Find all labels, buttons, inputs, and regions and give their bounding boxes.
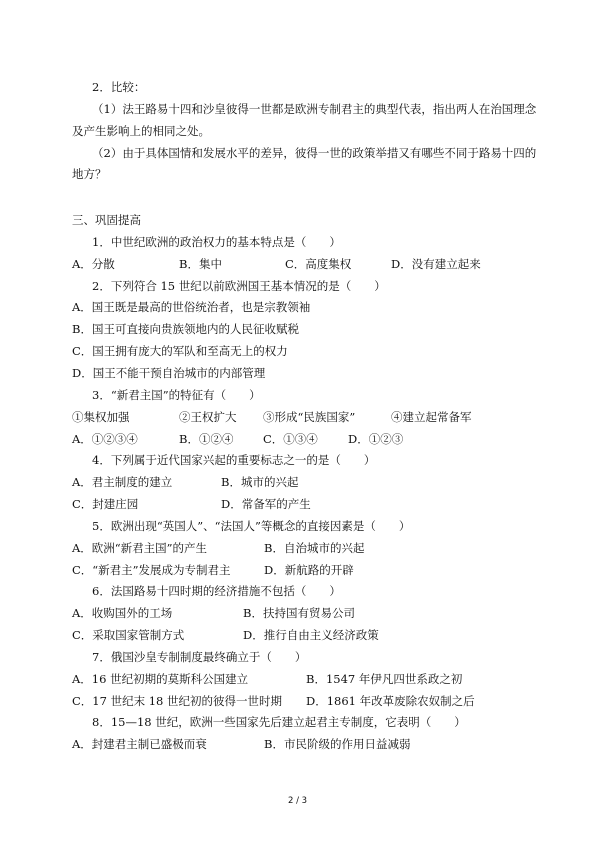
q7-option-b: B．1547 年伊凡四世系政之初 — [306, 672, 463, 686]
q3-option-a: A．①②③④ — [72, 432, 138, 446]
q4-option-c: C．封建庄园 — [72, 497, 139, 511]
q2-option-a: A．国王既是最高的世俗统治者，也是宗教领袖 — [72, 300, 311, 314]
question-2-stem: 2．下列符合 15 世纪以前欧洲国王基本情况的是（ ） — [92, 279, 386, 293]
q3-item-2: ②王权扩大 — [179, 410, 237, 424]
q3-option-b: B．①②④ — [179, 432, 234, 446]
q7-option-c: C．17 世纪末 18 世纪初的彼得一世时期 — [72, 694, 283, 708]
question-6-stem: 6．法国路易十四时期的经济措施不包括（ ） — [92, 584, 341, 598]
q5-option-a: A．欧洲“新君主国”的产生 — [72, 541, 208, 555]
q6-option-a: A．收购国外的工场 — [72, 606, 173, 620]
q2-option-d: D．国王不能干预自治城市的内部管理 — [72, 366, 266, 380]
question-5-stem: 5．欧洲出现“英国人”、“法国人”等概念的直接因素是（ ） — [92, 519, 411, 533]
section-title: 三、巩固提高 — [72, 213, 141, 227]
q1-option-c: C．高度集权 — [285, 257, 352, 271]
q7-option-a: A．16 世纪初期的莫斯科公国建立 — [72, 672, 249, 686]
q1-option-b: B．集中 — [179, 257, 222, 271]
page-number: 2 / 3 — [287, 796, 308, 806]
compare-heading: 2．比较： — [92, 80, 146, 94]
q5-option-b: B．自治城市的兴起 — [264, 541, 365, 555]
q1-option-a: A．分散 — [72, 257, 115, 271]
compare-q1-line1: （1）法王路易十四和沙皇彼得一世都是欧洲专制君主的典型代表，指出两人在治国理念 — [92, 102, 537, 116]
q6-option-b: B．扶持国有贸易公司 — [243, 606, 355, 620]
question-3-stem: 3．“新君主国”的特征有（ ） — [92, 388, 261, 402]
q4-option-b: B．城市的兴起 — [221, 475, 299, 489]
q8-option-a: A．封建君主制已盛极而衰 — [72, 737, 207, 751]
compare-q2-line1: （2）由于具体国情和发展水平的差异，彼得一世的政策举措又有哪些不同于路易十四的 — [92, 146, 537, 160]
q3-item-3: ③形成“民族国家” — [263, 410, 356, 424]
q3-option-d: D．①②③ — [348, 432, 404, 446]
compare-q2-line2: 地方？ — [72, 167, 107, 181]
q4-option-a: A．君主制度的建立 — [72, 475, 173, 489]
question-8-stem: 8．15—18 世纪，欧洲一些国家先后建立起君主专制度，它表明（ ） — [92, 715, 466, 729]
q1-option-d: D．没有建立起来 — [391, 257, 481, 271]
q2-option-b: B．国王可直接向贵族领地内的人民征收赋税 — [72, 322, 299, 336]
compare-q1-line2: 及产生影响上的相同之处。 — [72, 124, 210, 138]
q5-option-d: D．新航路的开辟 — [264, 563, 354, 577]
q3-item-1: ①集权加强 — [72, 410, 130, 424]
q6-option-d: D．推行自由主义经济政策 — [243, 628, 379, 642]
q6-option-c: C．采取国家管制方式 — [72, 628, 185, 642]
question-7-stem: 7．俄国沙皇专制制度最终确立于（ ） — [92, 650, 307, 664]
q5-option-c: C．“新君主”发展成为专制君主 — [72, 563, 231, 577]
q8-option-b: B．市民阶级的作用日益减弱 — [264, 737, 411, 751]
q2-option-c: C．国王拥有庞大的军队和至高无上的权力 — [72, 344, 288, 358]
question-1-stem: 1．中世纪欧洲的政治权力的基本特点是（ ） — [92, 235, 341, 249]
q3-option-c: C．①③④ — [263, 432, 318, 446]
q4-option-d: D．常备军的产生 — [221, 497, 311, 511]
question-4-stem: 4．下列属于近代国家兴起的重要标志之一的是（ ） — [92, 453, 376, 467]
q3-item-4: ④建立起常备军 — [391, 410, 472, 424]
q7-option-d: D．1861 年改革废除农奴制之后 — [306, 694, 475, 708]
